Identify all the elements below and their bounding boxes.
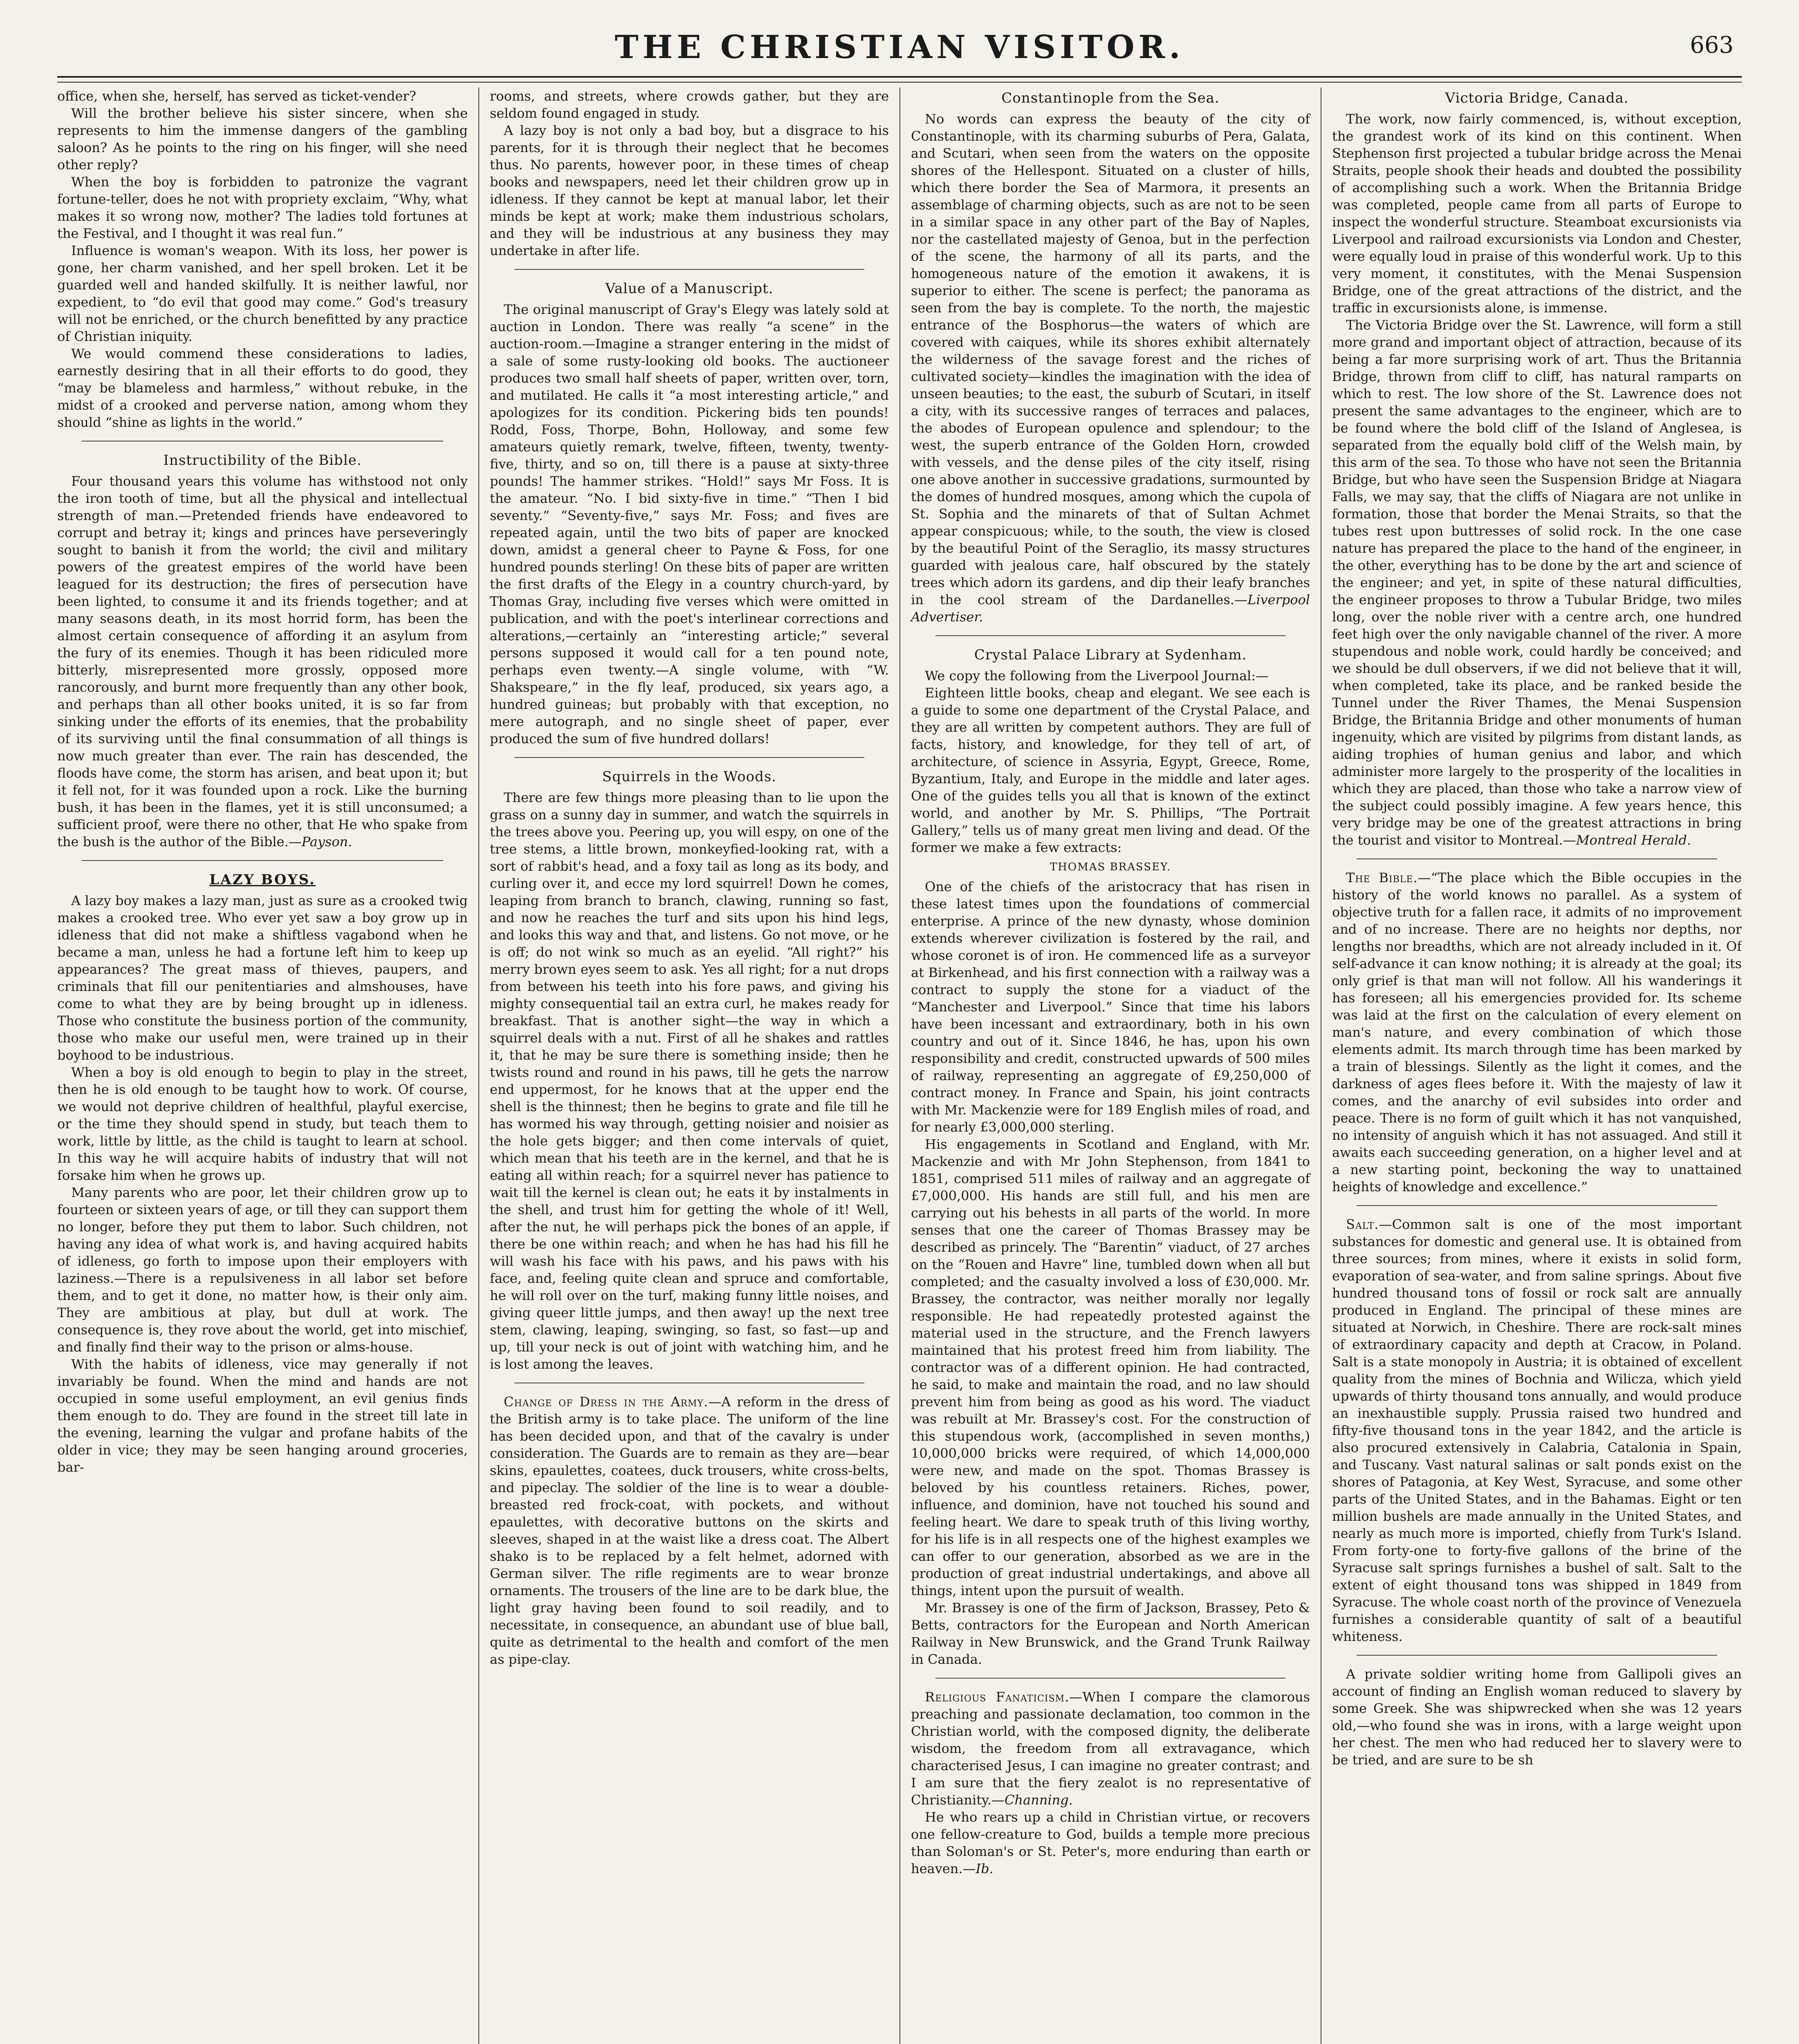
paragraph: [1332, 869, 1742, 1195]
page-number: 663: [1690, 32, 1734, 58]
article-headline: Value of a Manuscript.: [605, 280, 774, 297]
paragraph: office, when she, herself, has served as ticket-vender?: [57, 88, 416, 104]
paragraph: A private soldier writing home from Gallipoli gives an account of finding an English woman reduced to slavery by some Greek. She was shipwrecked when she was 12 years old,—who found she was in irons, with a large weight upon her chest. The men who had reduced her to slavery were to be tried, and are sure to be sh: [1332, 1666, 1742, 1768]
paragraph: Mr. Brassey is one of the firm of Jackson, Brassey, Peto & Betts, contractors for the European and North American Railway in New Brunswick, and the Grand Trunk Railway in Canada.: [911, 1600, 1310, 1667]
paragraph: [911, 1809, 1310, 1877]
paragraph: [911, 1688, 1310, 1809]
masthead-title: THE CHRISTIAN VISITOR.: [615, 29, 1184, 66]
paragraph: The original manuscript of Gray's Elegy was lately sold at auction in London. There was really “a scene” in the auction-room.—Imagine a stranger entering in the midst of a sale of some rusty-looking old books. The auctioneer produces two small half sheets of paper, written over, torn, and mutilated. He calls it “a most interesting article,” and apologizes for its condition. Pickering bids ten pounds! Rodd, Foss, Thorpe, Bohn, Holloway, and some few amateurs quietly remark, twelve, fifteen, twenty, twenty-five, thirty, and so on, till there is a pause at sixty-three pounds! The hammer strikes. “Hold!” says Mr Foss. It is the amateur. “No. I bid sixty-five in time.” “Then I bid seventy.” “Seventy-five,” says Mr. Foss; and fives are repeated again, until the two bits of paper are knocked down, amidst a general cheer to Payne & Foss, for one hundred pounds sterling! On these bits of paper are written the first drafts of the Elegy in a country church-yard, by Thomas Gray, including five verses which were omitted in publication, and with the poet's interlinear corrections and alterations,—certainly an “interesting article;” several persons supposed it would call for a ten pound note, perhaps even twenty.—A single volume, with “W. Shakspeare,” in the fly leaf, produced, six years ago, a hundred guineas; but probably with that exception, no mere autograph, and no single sheet of paper, ever produced the sum of five hundred dollars!: [490, 302, 889, 746]
column-3: [900, 87, 1321, 2044]
article-headline: Constantinople from the Sea.: [1001, 90, 1220, 106]
paragraph: When a boy is old enough to begin to play in the street, then he is old enough to be taught how to work. Of course, we would not deprive children of healthful, playful exercise, or the time they should spend in study, but teach them to work, little by little, as the child is taught to learn at school. In this way he will acquire habits of industry that will not forsake him when he grows up.: [57, 1065, 468, 1183]
paragraph: We would commend these considerations to ladies, earnestly desiring that in all their efforts to do good, they “may be blameless and harmless,” without rebuke, in the midst of a crooked and perverse nation, among whom they should “shine as lights in the world.”: [57, 346, 468, 430]
section-divider: [1357, 858, 1717, 859]
paragraph: Influence is woman's weapon. With its loss, her power is gone, her charm vanished, and her spell broken. Let it be guarded well and handed skilfully. It is neither lawful, nor expedient, to “do evil that good may come.” God's treasury will not be enriched, or the church benefitted by any practice of Christian iniquity.: [57, 243, 468, 344]
masthead: [57, 29, 1742, 74]
section-divider: [82, 441, 443, 442]
source-attribution: Liverpool Advertiser.: [911, 592, 1310, 625]
paragraph-text: He who rears up a child in Christian virtue, or recovers one fellow-creature to God, builds a temple more precious than Soloman's or St. Peter's, more enduring than earth or heaven.—: [911, 1809, 1310, 1876]
paragraph: [57, 473, 468, 850]
paragraph: [1332, 316, 1742, 849]
paragraph: One of the chiefs of the aristocracy that has risen in these latest times upon the foundations of commercial enterprise. A prince of the new dynasty, whose dominion extends wherever civilization is fostered by the rail, and whose coronet is of iron. He commenced life as a surveyor at Birkenhead, and his first connection with a railway was a contract to supply the stone for a viaduct of the “Manchester and Liverpool.” Since that time his labors have been incessant and extraordinary, both in his own country and out of it. Since 1846, he has, upon his own responsibility and credit, constructed upwards of 500 miles of railway, representing an aggregate of £9,250,000 of contract money. In France and Spain, his joint contracts with Mr. Mackenzie were for 189 English miles of road, and for nearly £3,000,000 sterling.: [911, 879, 1310, 1135]
column-1: [57, 87, 478, 2044]
paragraph: Eighteen little books, cheap and elegant. We see each is a guide to some one department of the Crystal Palace, and they are all written by competent authors. They are full of facts, history, and knowledge, for they tell of art, of architecture, of science in Assyria, Egypt, Greece, Rome, Byzantium, Italy, and Europe in the middle and later ages. One of the guides tells you all that is known of the extinct world, and another by Mr. S. Phillips, “The Portrait Gallery,” tells us of many great men living and dead. Of the former we make a few extracts:: [911, 685, 1310, 855]
source-attribution: Ib.: [976, 1861, 994, 1876]
paragraph-text: —A reform in the dress of the British army is to take place. The uniform of the line has been decided upon, and that of the cavalry is under consideration. The Guards are to remain as they are—bear skins, epaulettes, coatees, duck trousers, white cross-belts, and pipeclay. The soldier of the line is to wear a double-breasted red frock-coat, with pockets, and without epaulettes, with decorative buttons on the skirts and sleeves, shaped in at the waist like a dress coat. The Albert shako is to be replaced by a felt helmet, adorned with German silver. The rifle regiments are to wear bronze ornaments. The trousers of the line are to be dark blue, the light gray having been found to soil readily, and to necessitate, in consequence, an abundant use of blue ball, quite as detrimental to the health and comfort of the men as pipe-clay.: [490, 1394, 889, 1667]
paragraph: With the habits of idleness, vice may generally if not invariably be found. When the mind and hands are not occupied in some useful employment, an evil genius finds them enough to do. They are found in the street till late in the evening, learning the vulgar and profane habits of the older in vice; they may be seen hanging around groceries, bar-: [57, 1356, 468, 1475]
paragraph-text: —“The place which the Bible occupies in the history of the world knows no parallel. As a system of objective truth for a fallen race, it admits of no improvement and of no increase. There are no heights nor depths, nor lengths nor breadths, which are not already included in it. Of self-advance it can know nothing; it is already at the goal; its only grief is that man will not follow. All his wanderings it has foreseen; all his emergencies provided for. Its scheme was laid at the first on the calculation of every element on man's nature, and every combination of which those elements admit. Its march through time has been marked by a train of blessings. Silently as the light it comes, and the darkness of ages flees before it. With the majesty of law it comes, and the anarchy of evil subsides into order and peace. There is no form of guilt which it has not vanquished, no intensity of anguish which it has not assuaged. And still it awaits each succeeding generation, on a higher level and at a new starting point, beckoning the way to unattained heights of knowledge and excellence.”: [1332, 870, 1742, 1195]
paragraph: [1332, 1216, 1742, 1645]
paragraph: We copy the following from the Liverpool Journal:—: [925, 668, 1269, 684]
article-headline: Victoria Bridge, Canada.: [1445, 90, 1629, 106]
paragraph: Many parents who are poor, let their children grow up to fourteen or sixteen years of age, or till they can support them no longer, before they put them to labor. Such children, not having any idea of what work is, and having acquired habits of idleness, go forth to impose upon their employers with laziness.—There is a repulsiveness in all labor set before them, and to get it done, no matter how, is their only aim. They are ambitious at play, but dull at work. The consequence is, they rove about the world, get into mischief, and finally find their way to the prison or alms-house.: [57, 1185, 468, 1355]
source-attribution: Payson.: [301, 834, 352, 849]
paragraph: [911, 110, 1310, 625]
paragraph-text: The Victoria Bridge over the St. Lawrence, will form a still more grand and important object of attraction, because of its being a far more surprising work of art. Thus the Britannia Bridge, thrown from cliff to cliff, has natural ramparts on which to rest. The low shore of the St. Lawrence does not present the same advantages to the engineer, which are to be found where the bold cliff of the Island of Anglesea, is separated from the equally bold cliff of the Welsh main, by this arm of the sea. To those who have not seen the Britannia Bridge, but who have seen the Suspension Bridge at Niagara Falls, we may say, that the cliffs of Niagara are not unlike in formation, those that border the Menai Straits, so that the tubes rest upon buttresses of solid rock. In the one case nature has prepared the place to the hand of the engineer, in the other, everything has to be done by the art and science of the engineer; and yet, in spite of these natural difficulties, the engineer proposes to throw a Tubular Bridge, two miles long, over the noble river with a centre arch, one hundred feet high over the only navigable channel of the river. A more stupendous and noble work, could hardly be conceived; and we should be dull observers, if we did not believe that it will, when completed, take its place, and be ranked beside the Tunnel under the River Thames, the Menai Suspension Bridge, the Britannia Bridge and other monuments of human ingenuity, which are visited by pilgrims from distant lands, as aiding trophies of human genius and labor, and which administer more largely to the prosperity of the localities in which they are placed, than those who take a narrow view of the subject could possibly imagine. A few years hence, this very bridge may be one of the greatest attractions in bring the tourist and visitor to Montreal.—: [1332, 317, 1742, 848]
paragraph-text: Four thousand years this volume has withstood not only the iron tooth of time, but all the physical and intellectual strength of man.—Pretended friends have endeavored to corrupt and betray it; kings and princes have perseveringly sought to banish it from the world; the civil and military powers of the greatest empires of the world have been leagued for its destruction; the fires of persecution have been lighted, to consume it and its friends together; and at many seasons death, in its most horrid form, has been the almost certain consequence of affording it an asylum from the fury of its enemies. Though it has been ridiculed more bitterly, misrepresented more grossly, opposed more rancorously, and burnt more frequently than any other book, and perhaps than all other books united, it is so far from sinking under the efforts of its enemies, that the probability of its surviving until the final consummation of all things is now much greater than ever. The rain has descended, the floods have come, the storm has arisen, and beat upon it; but it fell not, for it was founded upon a rock. Like the burning bush, it has been in the flames, yet it is still unconsumed; a sufficient proof, were there no other, that He who spake from the bush is the author of the Bible.—: [57, 473, 468, 849]
source-attribution: Channing.: [1004, 1792, 1073, 1808]
paragraph-text: —When I compare the clamorous preaching and passionate declamation, too common in the Christian world, with the composed dignity, the deliberate wisdom, the freedom from all extravagance, which characterised Jesus, I can imagine no greater contrast; and I am sure that the fiery zealot is no representative of Christianity.—: [911, 1689, 1310, 1808]
paragraph: A lazy boy makes a lazy man, just as sure as a crooked twig makes a crooked tree. Who ever yet saw a boy grow up in idleness that did not make a shiftless vagabond when he became a man, unless he had a fortune left him to keep up appearances? The great mass of thieves, paupers, and criminals that fill our penitentiaries and almshouses, have come to what they are by being brought up in idleness. Those who constitute the business portion of the community, those who make our useful men, were trained up in their boyhood to be industrious.: [57, 893, 468, 1063]
article-headline: LAZY BOYS.: [209, 872, 316, 888]
article-headline: Crystal Palace Library at Sydenham.: [974, 647, 1247, 663]
columns: [57, 87, 1742, 2044]
section-divider: [514, 269, 864, 270]
section-divider: [1357, 1205, 1717, 1206]
paragraph: A lazy boy is not only a bad boy, but a disgrace to his parents, for it is through their neglect that he becomes thus. No parents, however poor, in these times of cheap books and newspapers, need let their children grow up in idleness. If they cannot be kept at manual labor, let their minds be kept at work; make them industrious scholars, and they will be industrious at any business they may undertake in after life.: [490, 123, 889, 258]
section-subhead: THOMAS BRASSEY.: [1050, 861, 1171, 873]
paragraph-text: —Common salt is one of the most important substances for domestic and general use. It is obtained from three sources; from mines, where it exists in solid form, evaporation of sea-water, and from saline springs. About five hundred thousand tons of fossil or rock salt are annually produced in England. The principal of these mines are situated at Norwich, in Cheshire. There are rock-salt mines of extraordinary capacity and depth at Cracow, in Poland. Salt is a state monopoly in Austria; it is obtained of excellent quality from the mines of Bochnia and Wilicza, which yield upwards of thirty thousand tons annually, and would produce an inexhaustible supply. Prussia raised two hundred and fifty-five thousand tons in the year 1842, and the article is also procured extensively in Calabria, Catalonia in Spain, and Tuscany. Vast natural salinas or salt ponds exist on the shores of Patagonia, at Key West, Syracuse, and some other parts of the United States, and in the Bahamas. Eight or ten million bushels are made annually in the United States, and nearly as much more is imported, chiefly from Turk's Island. From forty-one to forty-five gallons of the brine of the Syracuse salt springs furnishes a bushel of salt. Salt to the extent of eight thousand tons was shipped in 1849 from Syracuse. The whole coast north of the province of Venezuela furnishes a considerable quantity of salt of a beautiful whiteness.: [1332, 1217, 1742, 1644]
column-4: [1321, 87, 1742, 2044]
lead-in-heading: Religious Fanaticism.: [925, 1689, 1070, 1705]
paragraph: rooms, and streets, where crowds gather, but they are seldom found engaged in study.: [490, 88, 889, 121]
paragraph: The work, now fairly commenced, is, without exception, the grandest work of its kind on this continent. When Stephenson first projected a tubular bridge across the Menai Straits, people shook their heads and doubted the possibility of accomplishing such a work. When the Britannia Bridge was completed, people came from all parts of Europe to inspect the wonderful structure. Steamboat excursionists via Liverpool and railroad excursionists via London and Chester, were equally loud in praise of this wonderful work. Up to this very moment, it constitutes, with the Menai Suspension Bridge, one of the great attractions of the district, and the traffic in excursionists alone, is immense.: [1332, 111, 1742, 316]
masthead-rule: [57, 76, 1742, 83]
paragraph: His engagements in Scotland and England, with Mr. Mackenzie and with Mr John Stephenson, from 1841 to 1851, comprised 511 miles of railway and an aggregate of £7,000,000. His hands are still full, and his men are carrying out his behests in all parts of the world. In more senses that one the career of Thomas Brassey may be described as princely. The “Barentin” viaduct, of 27 arches on the “Rouen and Havre” line, tumbled down when all but completed; and the casualty involved a loss of £30,000. Mr. Brassey, the contractor, was neither morally nor legally responsible. He had repeatedly protested against the material used in the structure, and the French lawyers maintained that his protest freed him from liability. The contractor was of a different opinion. He had contracted, he said, to make and maintain the road, and no law should prevent him from being as good as his word. The viaduct was rebuilt at Mr. Brassey's cost. For the construction of this stupendous work, (accomplished in seven months,) 10,000,000 bricks were required, of which 14,000,000 were new, and made on the spot. Thomas Brassey is beloved by his countless retainers. Riches, power, influence, and dominion, have not touched his sound and feeling heart. We dare to speak truth of this living worthy, for his life is in all respects one of the highest examples we can offer to our generation, absorbed as we are in the production of great industrial undertakings, and above all things, intent upon the pursuit of wealth.: [911, 1136, 1310, 1598]
paragraph: Will the brother believe his sister sincere, when she represents to him the immense dangers of the gambling saloon? As he points to the ring on his finger, will she need other reply?: [57, 105, 468, 173]
section-divider: [935, 635, 1285, 636]
section-divider: [514, 757, 864, 758]
article-headline: Squirrels in the Woods.: [602, 769, 777, 785]
section-divider: [935, 1678, 1285, 1679]
article-headline: Instructibility of the Bible.: [163, 452, 362, 468]
source-attribution: Montreal Herald.: [1576, 832, 1691, 848]
column-2: [478, 87, 900, 2044]
paragraph: [490, 1393, 889, 1668]
section-divider: [82, 860, 443, 861]
lead-in-heading: Salt.: [1346, 1217, 1379, 1232]
lead-in-heading: Change of Dress in the Army.: [504, 1394, 709, 1410]
paragraph-text: No words can express the beauty of the city of Constantinople, with its charming suburbs of Pera, Galata, and Scutari, when seen from the waters on the opposite shores of the Hellespont. Situated on a cluster of hills, which there border the Sea of Marmora, it presents an assemblage of charming objects, such as are not to be seen in a similar space in any other part of the Bay of Naples, nor the castellated majesty of Genoa, but in the perfection of the scene, the harmony of all its parts, and the homogeneous nature of the emotion it awakens, it is superior to either. The scene is perfect; the panorama as seen from the bay is complete. To the north, the majestic entrance of the Bosphorus—the waters of which are covered with caiques, while its shores exhibit alternately the wilderness of the savage forest and the riches of cultivated society—kindles the imagination with the idea of unseen beauties; to the east, the suburb of Scutari, in itself a city, with its successive ranges of terraces and palaces, the abodes of European opulence and splendour; to the west, the superb entrance of the Golden Horn, crowded with vessels, and the dense piles of the city itself, rising one above another in successive gradations, surmounted by the domes of hundred mosques, among which the cupola of St. Sophia and the minarets of that of Sultan Achmet appear conspicuous; while, to the south, the view is closed by the beautiful Point of the Seraglio, its massy structures guarded with jealous care, half obscured by the stately trees which adorn its gardens, and dip their leafy branches in the cool stream of the Dardanelles.—: [911, 111, 1310, 607]
section-divider: [1357, 1655, 1717, 1656]
paragraph: There are few things more pleasing than to lie upon the grass on a sunny day in summer, and watch the squirrels in the trees above you. Peering up, you will espy, on one of the tree stems, a little brown, monkeyfied-looking rat, with a sort of rabbit's head, and a foxy tail as long as its body, and curling over it, and ecce my lord squirrel! Down he comes, leaping from branch to branch, clawing, running so fast, and now he reaches the turf and sits upon his hind legs, and looks this way and that, and listens. Go not move, or he is off; do not wink so much as an eyelid. “All right?” his merry brown eyes seem to ask. Yes all right; for a nut drops from between his teeth into his fore paws, and giving his mighty consequential tail an extra curl, he makes ready for breakfast. That is another sight—the way in which a squirrel deals with a nut. First of all he shakes and rattles it, that he may be sure there is something inside; then he twists round and round in his paws, till he gets the narrow end uppermost, for he knows that at the upper end the shell is the thinnest; then he begins to grate and file till he has wormed his way through, getting noisier and noisier as the hole gets bigger; and then come intervals of quiet, which mean that his teeth are in the kernel, and that he is eating all within reach; for a squirrel never has patience to wait till the kernel is clean out; he eats it by instalments in the shell, and trust him for getting the whole of it! Well, after the nut, he will perhaps pick the bones of an apple, if there be one within reach; and when he has had his fill he will wash his face with his paws, and his paws with his face, and, feeling quite clean and spruce and comfortable, he will roll over on the turf, making funny little noises, and giving queer little jumps, and then away! up the next tree stem, clawing, leaping, swinging, so fast, so fast—up and up, till your neck is out of joint with watching him, and he is lost among the leaves.: [490, 790, 889, 1372]
paragraph: When the boy is forbidden to patronize the vagrant fortune-teller, does he not with propriety exclaim, “Why, what makes it so wrong now, mother? The ladies told fortunes at the Festival, and I thought it was real fun.”: [57, 174, 468, 241]
lead-in-heading: The Bible.: [1346, 870, 1418, 885]
